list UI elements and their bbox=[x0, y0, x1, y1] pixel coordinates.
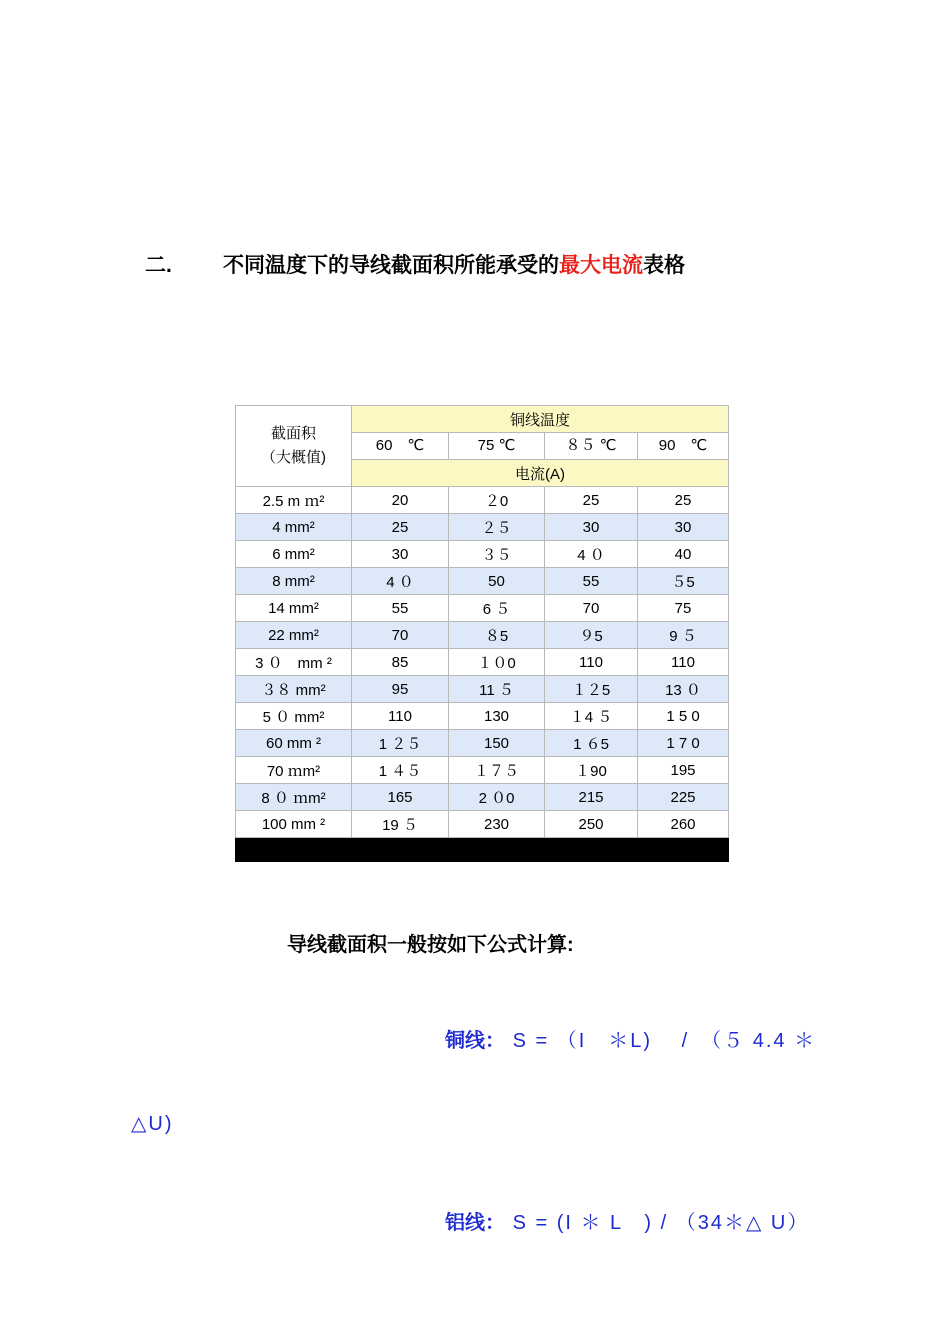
cross-section-cell: 4 mm² bbox=[236, 514, 352, 541]
current-cell: 30 bbox=[638, 514, 729, 541]
current-cell: 13 ０ bbox=[638, 676, 729, 703]
cross-section-note: （大概值) bbox=[261, 449, 326, 466]
cross-section-cell: 6 mm² bbox=[236, 541, 352, 568]
current-cell: 1 ６5 bbox=[545, 730, 638, 757]
current-cell: 11 ５ bbox=[449, 676, 545, 703]
current-cell: 25 bbox=[638, 487, 729, 514]
table-row bbox=[236, 703, 729, 730]
copper-temperature-header: 铜线温度 bbox=[352, 406, 729, 433]
current-cell: 260 bbox=[638, 811, 729, 838]
temp-col-3: ８５ ℃ bbox=[545, 433, 638, 460]
table-row bbox=[236, 568, 729, 595]
table-row bbox=[236, 811, 729, 838]
table-row bbox=[236, 730, 729, 757]
current-cell: 1 ２５ bbox=[352, 730, 449, 757]
aluminum-formula bbox=[445, 1206, 809, 1235]
cross-section-cell: 22 mm² bbox=[236, 622, 352, 649]
current-cell: １０0 bbox=[449, 649, 545, 676]
current-cell: ９5 bbox=[545, 622, 638, 649]
current-cell: 30 bbox=[352, 541, 449, 568]
current-cell: 225 bbox=[638, 784, 729, 811]
copper-label: 铜线： bbox=[445, 1030, 505, 1052]
current-cell: 1 5 0 bbox=[638, 703, 729, 730]
current-cell: １７５ bbox=[449, 757, 545, 784]
current-cell: 110 bbox=[352, 703, 449, 730]
current-cell: 215 bbox=[545, 784, 638, 811]
table-row bbox=[236, 622, 729, 649]
current-cell: 75 bbox=[638, 595, 729, 622]
cross-section-cell: 60 mm ² bbox=[236, 730, 352, 757]
cross-section-cell: 14 mm² bbox=[236, 595, 352, 622]
section-number: 二. bbox=[145, 254, 172, 277]
title-text: 不同温度下的导线截面积所能承受的 bbox=[223, 254, 559, 277]
cross-section-cell: 3 ０ mm ² bbox=[236, 649, 352, 676]
temp-col-2: 75 ℃ bbox=[449, 433, 545, 460]
current-cell: 85 bbox=[352, 649, 449, 676]
current-cell: 150 bbox=[449, 730, 545, 757]
current-cell: １4 ５ bbox=[545, 703, 638, 730]
current-cell: 50 bbox=[449, 568, 545, 595]
current-cell: 19 ５ bbox=[352, 811, 449, 838]
current-cell: ２0 bbox=[449, 487, 545, 514]
current-cell: 1 ４５ bbox=[352, 757, 449, 784]
current-cell: 130 bbox=[449, 703, 545, 730]
table-row bbox=[236, 649, 729, 676]
current-cell: 250 bbox=[545, 811, 638, 838]
cross-section-cell: 2.5 m ｍ² bbox=[236, 487, 352, 514]
current-cell: ２５ bbox=[449, 514, 545, 541]
current-cell: 70 bbox=[545, 595, 638, 622]
current-cell: 4 ０ bbox=[545, 541, 638, 568]
cross-section-cell: 8 ０ ｍm² bbox=[236, 784, 352, 811]
table-footer-bar bbox=[236, 838, 729, 862]
current-cell: 40 bbox=[638, 541, 729, 568]
cross-section-header bbox=[236, 406, 352, 487]
current-cell: 2 ０0 bbox=[449, 784, 545, 811]
current-cell: ３５ bbox=[449, 541, 545, 568]
cross-section-cell: 70 ｍm² bbox=[236, 757, 352, 784]
cross-section-cell: 8 mm² bbox=[236, 568, 352, 595]
current-cell: 1 7 0 bbox=[638, 730, 729, 757]
copper-expression: S = （I ＊L) / （５ 4.4 ＊ bbox=[512, 1030, 817, 1052]
current-header: 电流(A) bbox=[352, 460, 729, 487]
table-row bbox=[236, 514, 729, 541]
table-row bbox=[236, 676, 729, 703]
current-cell: 20 bbox=[352, 487, 449, 514]
current-cell: ８5 bbox=[449, 622, 545, 649]
table-row bbox=[236, 757, 729, 784]
table-body bbox=[236, 487, 729, 838]
temp-col-4: 90 ℃ bbox=[638, 433, 729, 460]
current-cell: 110 bbox=[545, 649, 638, 676]
current-cell: 30 bbox=[545, 514, 638, 541]
cross-section-cell: 100 mm ² bbox=[236, 811, 352, 838]
current-cell: 165 bbox=[352, 784, 449, 811]
cross-section-cell: ３８ mm² bbox=[236, 676, 352, 703]
formula-intro: 导线截面积一般按如下公式计算: bbox=[287, 934, 574, 956]
cross-section-cell: 5 ０ mm² bbox=[236, 703, 352, 730]
current-cell: 25 bbox=[352, 514, 449, 541]
current-cell: １90 bbox=[545, 757, 638, 784]
current-cell: 4 ０ bbox=[352, 568, 449, 595]
table-row bbox=[236, 595, 729, 622]
current-cell: 25 bbox=[545, 487, 638, 514]
current-cell: 95 bbox=[352, 676, 449, 703]
current-cell: 230 bbox=[449, 811, 545, 838]
copper-formula bbox=[445, 1024, 816, 1053]
current-cell: 110 bbox=[638, 649, 729, 676]
aluminum-label: 铝线： bbox=[445, 1212, 505, 1234]
temp-col-1: 60 ℃ bbox=[352, 433, 449, 460]
current-cell: １２5 bbox=[545, 676, 638, 703]
copper-formula-continued: △U) bbox=[131, 1113, 174, 1135]
table-row bbox=[236, 487, 729, 514]
current-cell: 9 ５ bbox=[638, 622, 729, 649]
current-cell: 70 bbox=[352, 622, 449, 649]
aluminum-expression: S = (I ＊ L ) / （34＊△ U） bbox=[512, 1212, 810, 1234]
table-row bbox=[236, 541, 729, 568]
current-capacity-table bbox=[235, 405, 729, 862]
current-cell: 6 ５ bbox=[449, 595, 545, 622]
title-suffix: 表格 bbox=[643, 254, 685, 277]
current-cell: 195 bbox=[638, 757, 729, 784]
footer-cell bbox=[236, 838, 729, 862]
table-row bbox=[236, 784, 729, 811]
cross-section-label: 截面积 bbox=[270, 425, 316, 442]
current-cell: ５5 bbox=[638, 568, 729, 595]
current-cell: 55 bbox=[352, 595, 449, 622]
section-title bbox=[223, 251, 685, 281]
title-highlight: 最大电流 bbox=[559, 254, 643, 277]
current-cell: 55 bbox=[545, 568, 638, 595]
